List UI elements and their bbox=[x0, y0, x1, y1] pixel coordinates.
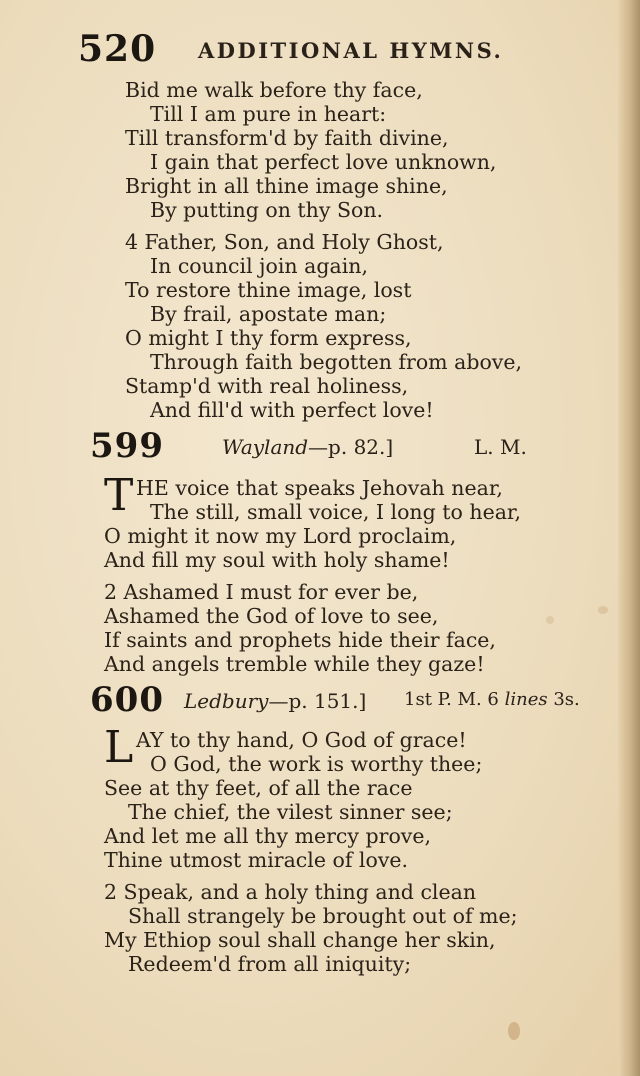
hymn-line: My Ethiop soul shall change her skin, bbox=[104, 928, 496, 952]
hymn-line: See at thy feet, of all the race bbox=[104, 776, 413, 800]
page-number: 520 bbox=[78, 28, 157, 70]
hymn-line: Through faith begotten from above, bbox=[150, 350, 523, 374]
tune-reference bbox=[222, 435, 393, 459]
hymn-line: And fill'd with perfect love! bbox=[150, 398, 434, 422]
hymn-line: Bright in all thine image shine, bbox=[125, 174, 448, 198]
book-gutter bbox=[618, 0, 640, 1076]
drop-cap: T bbox=[104, 470, 134, 521]
hymn-line: 4 Father, Son, and Holy Ghost, bbox=[125, 230, 444, 254]
tune-page: —p. 151.] bbox=[268, 689, 367, 713]
paper-stain bbox=[508, 1022, 520, 1040]
hymn-line: 2 Speak, and a holy thing and clean bbox=[104, 880, 477, 904]
page-header bbox=[78, 28, 518, 68]
hymn-line: The still, small voice, I long to hear, bbox=[150, 500, 521, 524]
hymn-line: Redeem'd from all iniquity; bbox=[128, 952, 412, 976]
drop-cap: L bbox=[104, 722, 134, 773]
hymn-line: O God, the work is worthy thee; bbox=[150, 752, 483, 776]
hymn-line: And fill my soul with holy shame! bbox=[104, 548, 450, 572]
hymn-line: Till transform'd by faith divine, bbox=[125, 126, 449, 150]
hymn-line: I gain that perfect love unknown, bbox=[150, 150, 497, 174]
hymn-line: The chief, the vilest sinner see; bbox=[128, 800, 453, 824]
hymn-line: And let me all thy mercy prove, bbox=[104, 824, 432, 848]
hymn-line: By putting on thy Son. bbox=[150, 198, 384, 222]
paper-stain bbox=[598, 606, 608, 614]
hymn-600-heading bbox=[90, 680, 580, 720]
hymn-line: Stamp'd with real holiness, bbox=[125, 374, 409, 398]
hymn-line: If saints and prophets hide their face, bbox=[104, 628, 496, 652]
hymn-line: 2 Ashamed I must for ever be, bbox=[104, 580, 419, 604]
hymn-number: 599 bbox=[90, 426, 164, 466]
hymn-line: HE voice that speaks Jehovah near, bbox=[136, 476, 503, 500]
hymn-line: Thine utmost miracle of love. bbox=[104, 848, 409, 872]
hymn-line: And angels tremble while they gaze! bbox=[104, 652, 485, 676]
meter-tail: 3s. bbox=[553, 689, 580, 710]
hymn-line: O might it now my Lord proclaim, bbox=[104, 524, 457, 548]
running-title: ADDITIONAL HYMNS. bbox=[198, 38, 504, 63]
meter bbox=[404, 689, 580, 710]
tune-name: Wayland bbox=[222, 435, 309, 459]
hymn-line: To restore thine image, lost bbox=[125, 278, 412, 302]
meter-prefix: 1st P. M. 6 bbox=[404, 689, 499, 710]
hymn-line: AY to thy hand, O God of grace! bbox=[136, 728, 467, 752]
hymn-line: Ashamed the God of love to see, bbox=[104, 604, 439, 628]
hymn-line: Till I am pure in heart: bbox=[150, 102, 387, 126]
hymn-number: 600 bbox=[90, 680, 164, 720]
tune-reference bbox=[184, 689, 366, 713]
tune-page: —p. 82.] bbox=[308, 435, 394, 459]
meter-suffix: lines bbox=[504, 689, 548, 710]
hymn-line: By frail, apostate man; bbox=[150, 302, 387, 326]
hymn-line: O might I thy form express, bbox=[125, 326, 412, 350]
meter: L. M. bbox=[474, 435, 527, 459]
hymn-line: In council join again, bbox=[150, 254, 368, 278]
hymn-line: Shall strangely be brought out of me; bbox=[128, 904, 518, 928]
hymn-line: Bid me walk before thy face, bbox=[125, 78, 423, 102]
tune-name: Ledbury bbox=[184, 689, 269, 713]
paper-stain bbox=[546, 616, 554, 624]
hymn-599-heading bbox=[90, 426, 550, 466]
